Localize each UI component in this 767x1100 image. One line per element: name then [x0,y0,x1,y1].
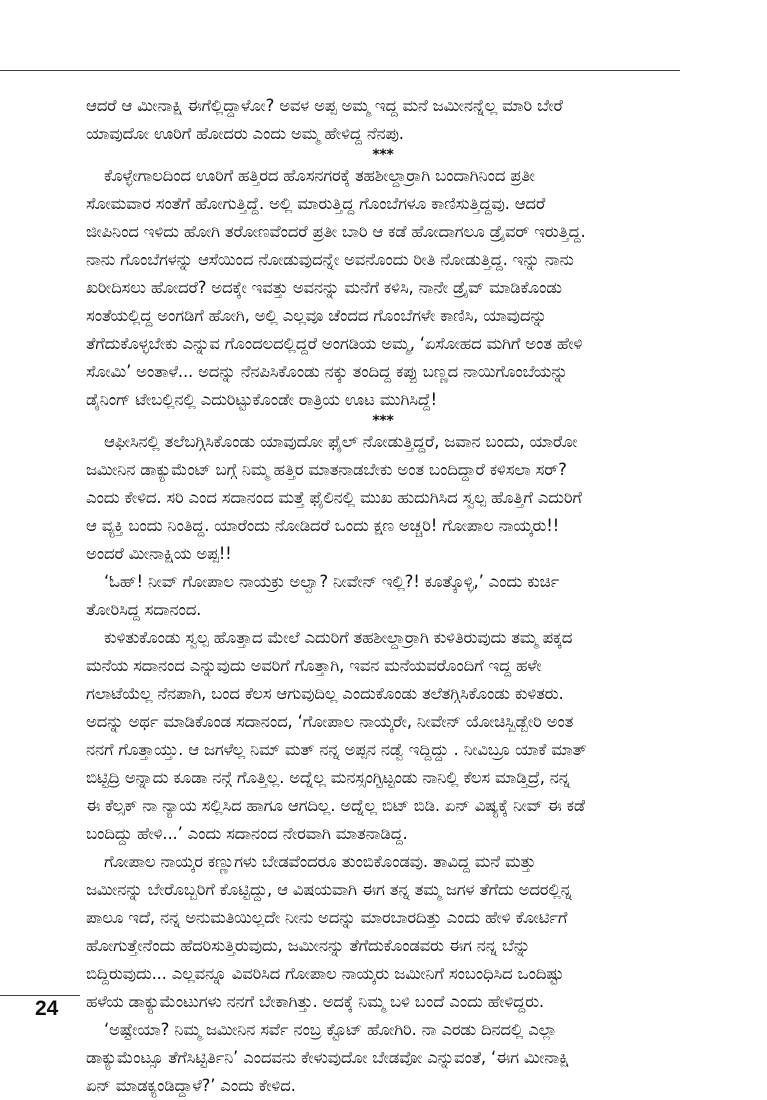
text-line: ಆದರೆ ಆ ಮೀನಾಕ್ಷಿ ಈಗೆಲ್ಲಿದ್ದಾಳೋ? ಅವಳ ಅಪ್ಪ ಅಮ್ಮ ಇದ್ದ ಮನೆ ಜಮೀನನ್ನೆಲ್ಲ ಮಾರಿ ಬೇರೆ [86,96,563,115]
text-line: ಸೋಮವಾರ ಸಂತೆಗೆ ಹೋಗುತ್ತಿದ್ದೆ. ಅಲ್ಲಿ ಮಾರುತ್ತಿದ್ದ ಗೊಂಬೆಗಳೂ ಕಾಣಿಸುತ್ತಿದ್ದವು. ಆದರೆ [86,194,546,213]
text-line: ಸಂತೆಯಲ್ಲಿದ್ದ ಅಂಗಡಿಗೆ ಹೋಗಿ, ಅಲ್ಲಿ ಎಲ್ಲವೂ ಚೆಂದದ ಗೊಂಬೆಗಳೇ ಕಾಣಿಸಿ, ಯಾವುದನ್ನು [86,306,547,325]
text-line: ತೆಗೆದುಕೊಳ್ಳಬೇಕು ಎನ್ನುವ ಗೊಂದಲದಲ್ಲಿದ್ದರೆ ಅಂಗಡಿಯ ಅಮ್ಮ, ‘ಏಸೋಹದ ಮಗಿಗೆ ಅಂತ ಹೇಳಿ [86,334,583,353]
section-separator: *** [372,413,394,429]
paragraph [86,428,680,568]
top-rule [0,70,680,71]
text-line: ಡಾಕ್ಯುಮೆಂಟ್ಸೂ ತೆಗೆಸಿಟ್ಟಿರ್ತಿನಿ’ ಎಂದವನು ಕೇಳುವುದೋ ಬೇಡವೋ ಎನ್ನುವಂತೆ, ‘ಈಗ ಮೀನಾಕ್ಷಿ [86,1048,570,1067]
text-line: ಗಲಾಟೆಯೆಲ್ಲ ನೆನಪಾಗಿ, ಬಂದ ಕೆಲಸ ಆಗುವುದಿಲ್ಲ ಎಂದುಕೊಂಡು ತಲೆತಗ್ಗಿಸಿಕೊಂಡು ಕುಳಿತರು. [86,684,564,703]
text-line: ಕೊಳ್ಳೇಗಾಲದಿಂದ ಊರಿಗೆ ಹತ್ತಿರದ ಹೊಸನಗರಕ್ಕೆ ತಹಶೀಲ್ದಾರ್ರಾಗಿ ಬಂದಾಗಿನಿಂದ ಪ್ರತೀ [104,166,535,185]
text-line: ಜಮೀನಿನ ಡಾಕ್ಯುಮೆಂಟ್ ಬಗ್ಗೆ ನಿಮ್ಮ ಹತ್ತಿರ ಮಾತನಾಡಬೇಕು ಅಂತ ಬಂದಿದ್ದಾರೆ ಕಳಿಸಲಾ ಸರ್? [86,460,567,479]
paragraph [86,848,680,1016]
text-line: ಖರೀದಿಸಲು ಹೋದರೆ? ಅದಕ್ಕೇ ಇವತ್ತು ಅವನನ್ನು ಮನೆಗೆ ಕಳಿಸಿ, ನಾನೇ ಡ್ರೈವ್ ಮಾಡಿಕೊಂಡು [86,278,562,297]
paragraph [86,568,680,624]
text-line: ತೋರಿಸಿದ್ದ ಸದಾನಂದ. [86,600,202,619]
text-line: ‘ಅಷ್ಟೇಯಾ? ನಿಮ್ಮ ಜಮೀನಿನ ಸರ್ವೆ ನಂಬ್ರ ಕ್ಟೊಟ್ ಹೋಗಿರಿ. ನಾ ಎರಡು ದಿನದಲ್ಲಿ ಎಲ್ಲಾ [104,1020,557,1039]
paragraph [86,162,680,414]
text-line: ಬಿದ್ದಿರುವುದು... ಎಲ್ಲವನ್ನೂ ವಿವರಿಸಿದ ಗೋಪಾಲ ನಾಯ್ಕರು ಜಮೀನಿಗೆ ಸಂಬಂಧಿಸಿದ ಒಂದಿಷ್ಟು [86,964,564,983]
text-line: ಅಂದರೆ ಮೀನಾಕ್ಷಿಯ ಅಪ್ಪ!! [86,544,232,563]
text-line: ಹಳೆಯ ಡಾಕ್ಯುಮೆಂಟುಗಳು ನನಗೆ ಬೇಕಾಗಿತ್ತು. ಅದಕ್ಕೆ ನಿಮ್ಮ ಬಳಿ ಬಂದೆ ಎಂದು ಹೇಳಿದ್ದರು. [86,992,544,1011]
text-line: ಜೀಪಿನಿಂದ ಇಳಿದು ಹೋಗಿ ತರೋಣವೆಂದರೆ ಪ್ರತೀ ಬಾರಿ ಆ ಕಡೆ ಹೋದಾಗಲೂ ಡ್ರೈವರ್ ಇರುತ್ತಿದ್ದ. [86,222,586,241]
text-line: ಆ ವ್ಯಕ್ತಿ ಬಂದು ನಿಂತಿದ್ದ. ಯಾರೆಂದು ನೋಡಿದರೆ ಒಂದು ಕ್ಷಣ ಅಚ್ಚರಿ! ಗೋಪಾಲ ನಾಯ್ಕರು!! [86,516,560,535]
text-line: ‘ಓಹ್! ನೀವ್ ಗೋಪಾಲ ನಾಯಕ್ರು ಅಲ್ವಾ? ನೀವೇನ್ ಇಲ್ಲಿ?! ಕೂತ್ಕೊಳ್ಳಿ,’ ಎಂದು ಕುರ್ಚಿ [104,572,560,591]
text-line: ಆಫೀಸಿನಲ್ಲಿ ತಲೆಬಗ್ಗಿಸಿಕೊಂಡು ಯಾವುದೋ ಫೈಲ್ ನೋಡುತ್ತಿದ್ದರೆ, ಜವಾನ ಬಂದು, ಯಾರೋ [104,432,578,451]
text-line: ಪಾಲೂ ಇದೆ, ನನ್ನ ಅನುಮತಿಯಿಲ್ಲದೇ ನೀನು ಅದನ್ನು ಮಾರಬಾರದಿತ್ತು ಎಂದು ಹೇಳಿ ಕೋರ್ಟಿಗೆ [86,908,568,927]
text-line: ಗೋಪಾಲ ನಾಯ್ಕರ ಕಣ್ಣುಗಳು ಬೇಡವೆಂದರೂ ತುಂಬಿಕೊಂಡವು. ತಾವಿದ್ದ ಮನೆ ಮತ್ತು [104,852,536,871]
text-line: ಕುಳಿತುಕೊಂಡು ಸ್ವಲ್ಪ ಹೊತ್ತಾದ ಮೇಲೆ ಎದುರಿಗೆ ತಹಶೀಲ್ದಾರ್ರಾಗಿ ಕುಳಿತಿರುವುದು ತಮ್ಮ ಪಕ್ಕದ [104,628,573,647]
page-number: 24 [35,997,59,1020]
text-line: ನಾನು ಗೊಂಬೆಗಳನ್ನು ಆಸೆಯಿಂದ ನೋಡುವುದನ್ನೇ ಅವನೊಂದು ರೀತಿ ನೋಡುತ್ತಿದ್ದ. ಇನ್ನು ನಾನು [86,250,574,269]
body-text [86,92,680,1100]
paragraph [86,92,680,148]
text-line: ಡೈನಿಂಗ್ ಟೇಬಲ್ಲಿನಲ್ಲಿ ಎದುರಿಟ್ಟುಕೊಂಡೇ ರಾತ್ರಿಯ ಊಟ ಮುಗಿಸಿದ್ದೆ! [86,390,437,409]
paragraph [86,624,680,848]
text-line: ಈ ಕೆಲ್ಸಕ್ ನಾ ನ್ಯಾಯ ಸಲ್ಲಿಸಿದ ಹಾಗೂ ಆಗದಿಲ್ಲ. ಅದ್ನೆಲ್ಲ ಬಿಟ್ ಬಿಡಿ. ಏನ್ ವಿಷ್ಯಕ್ಕೆ ನೀವ್ ಈ ಕಡೆ [86,796,585,815]
text-line: ಬಿಟ್ಟಿದ್ರಿ ಅನ್ನಾದು ಕೂಡಾ ನನ್ಗೆ ಗೊತ್ತಿಲ್ಲ. ಅದ್ನೆಲ್ಲ ಮನಸ್ಸಂಗ್ಟಿಟ್ಟಂಡು ನಾನಿಲ್ಲಿ ಕೆಲಸ ಮಾಡ್ತಿದ್ರೆ, ನನ್ನ [86,768,570,787]
text-line: ಅದನ್ನು ಅರ್ಥ ಮಾಡಿಕೊಂಡ ಸದಾನಂದ, ‘ಗೋಪಾಲ ನಾಯ್ಕರೇ, ನೀವೇನ್ ಯೋಚಿಸ್ಬಿಡ್ಬೇರಿ ಅಂತ [86,712,574,731]
footer-rule [0,995,80,996]
text-line: ಯಾವುದೋ ಊರಿಗೆ ಹೋದರು ಎಂದು ಅಮ್ಮ ಹೇಳಿದ್ದ ನೆನಪು. [86,124,404,143]
text-line: ಸೋಮಿ’ ಅಂತಾಳೆ... ಅದನ್ನು ನೆನಪಿಸಿಕೊಂಡು ನಕ್ಕು ತಂದಿದ್ದ ಕಪ್ಪು ಬಣ್ಣದ ನಾಯಿಗೊಂಬೆಯನ್ನು [86,362,568,381]
text-line: ಏನ್ ಮಾಡಕ್ಯಂಡಿದ್ದಾಳೆ?’ ಎಂದು ಕೇಳಿದ. [86,1076,296,1095]
section-separator: *** [372,147,394,163]
text-line: ಹೋಗುತ್ತೇನೆಂದು ಹೆದರಿಸುತ್ತಿರುವುದು, ಜಮೀನನ್ನು ತೆಗೆದುಕೊಂಡವರು ಈಗ ನನ್ನ ಬೆನ್ನು [86,936,531,955]
paragraph [86,1016,680,1100]
text-line: ಎಂದು ಕೇಳಿದ. ಸರಿ ಎಂದ ಸದಾನಂದ ಮತ್ತೆ ಫೈಲಿನಲ್ಲಿ ಮುಖ ಹುದುಗಿಸಿದ ಸ್ವಲ್ಪ ಹೊತ್ತಿಗೆ ಎದುರಿಗೆ [86,488,582,507]
text-line: ಜಮೀನನ್ನು ಬೇರೊಬ್ಬರಿಗೆ ಕೊಟ್ಟಿದ್ದು, ಆ ವಿಷಯವಾಗಿ ಈಗ ತನ್ನ ತಮ್ಮ ಜಗಳ ತೆಗೆದು ಅದರಲ್ಲಿನ್ನ [86,880,572,899]
text-line: ನನಗೆ ಗೊತ್ತಾಯ್ತು. ಆ ಜಗಳೆಲ್ಲ ನಿಮ್ ಮತ್ ನನ್ನ ಅಪ್ಪನ ನಡ್ವೆ ಇದ್ದಿದ್ದು . ನೀವಿಬ್ರೂ ಯಾಕೆ ಮಾತ್ [86,740,587,759]
text-line: ಬಂದಿದ್ದು ಹೇಳಿ...’ ಎಂದು ಸದಾನಂದ ನೇರವಾಗಿ ಮಾತನಾಡಿದ್ದ. [86,824,408,843]
text-line: ಮನೆಯ ಸದಾನಂದ ಎನ್ನುವುದು ಅವರಿಗೆ ಗೊತ್ತಾಗಿ, ಇವನ ಮನೆಯವರೊಂದಿಗೆ ಇದ್ದ ಹಳೇ [86,656,542,675]
